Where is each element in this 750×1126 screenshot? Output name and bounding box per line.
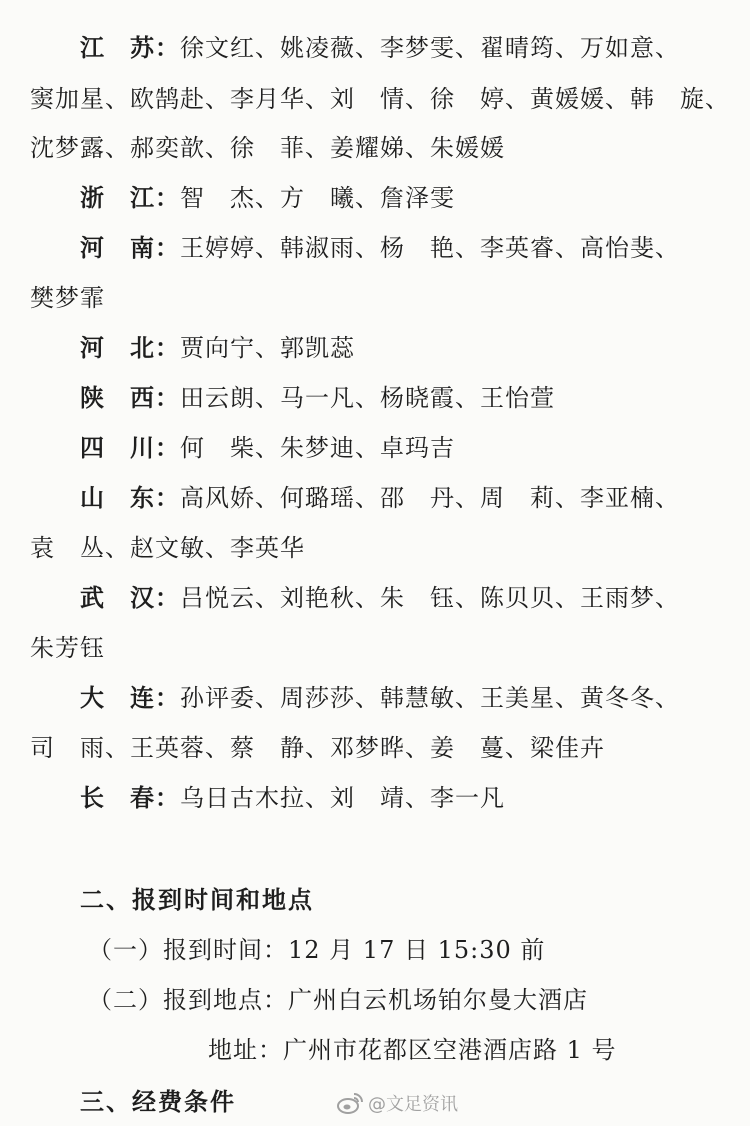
region-label: 武 汉：	[80, 583, 180, 612]
region-label: 四 川：	[80, 433, 180, 462]
region-label: 大 连：	[80, 683, 180, 712]
region-label: 浙 江：	[80, 183, 180, 212]
roster-names: 田云朗、马一凡、杨晓霞、王怡萱	[180, 384, 555, 412]
roster-names: 贾向宁、郭凯蕊	[180, 334, 355, 362]
roster-line	[80, 478, 750, 518]
address-line: 地址：广州市花都区空港酒店路 1 号	[208, 1036, 617, 1064]
roster-names: 袁 丛、赵文敏、李英华	[30, 534, 305, 562]
roster-line	[80, 678, 750, 718]
roster-line	[30, 628, 750, 668]
section-heading: 二、报到时间和地点	[80, 885, 314, 914]
roster-names: 沈梦露、郝奕歆、徐 菲、姜耀娣、朱媛媛	[30, 134, 505, 162]
roster-names: 樊梦霏	[30, 284, 105, 312]
roster-line	[80, 178, 750, 218]
roster-names: 智 杰、方 曦、詹泽雯	[180, 184, 455, 212]
roster-line	[30, 728, 750, 768]
roster-names: 司 雨、王英蓉、蔡 静、邓梦晔、姜 蔓、梁佳卉	[30, 734, 605, 762]
roster-line	[80, 228, 750, 268]
region-label: 山 东：	[80, 483, 180, 512]
report-time: （一）报到时间：12 月 17 日 15:30 前	[88, 936, 546, 964]
region-label: 河 南：	[80, 233, 180, 262]
roster-line	[80, 378, 750, 418]
roster-line	[80, 778, 750, 818]
watermark-text: @文足资讯	[368, 1094, 458, 1115]
roster-names: 乌日古木拉、刘 靖、李一凡	[180, 784, 505, 812]
weibo-watermark	[336, 1088, 458, 1118]
region-label: 江 苏：	[80, 33, 180, 62]
roster-names: 窦加星、欧鹄赴、李月华、刘 情、徐 婷、黄媛媛、韩 旋、	[30, 85, 730, 113]
roster-names: 朱芳钰	[30, 634, 105, 662]
region-label: 长 春：	[80, 783, 180, 812]
roster-line	[80, 578, 750, 618]
roster-line	[80, 328, 750, 368]
weibo-icon	[336, 1091, 364, 1115]
roster-names: 吕悦云、刘艳秋、朱 钰、陈贝贝、王雨梦、	[180, 584, 680, 612]
roster-line	[80, 28, 750, 68]
section-heading: 三、经费条件	[80, 1087, 236, 1116]
roster-line	[80, 428, 750, 468]
roster-line	[30, 128, 750, 168]
region-label: 陕 西：	[80, 383, 180, 412]
report-location: （二）报到地点：广州白云机场铂尔曼大酒店	[88, 986, 588, 1014]
roster-line	[30, 528, 750, 568]
roster-names: 孙评委、周莎莎、韩慧敏、王美星、黄冬冬、	[180, 684, 680, 712]
roster-line	[30, 278, 750, 318]
roster-names: 王婷婷、韩淑雨、杨 艳、李英睿、高怡斐、	[180, 234, 680, 262]
region-label: 河 北：	[80, 333, 180, 362]
roster-names: 高风娇、何璐瑶、邵 丹、周 莉、李亚楠、	[180, 484, 680, 512]
roster-names: 何 柴、朱梦迪、卓玛吉	[180, 434, 455, 462]
roster-names: 徐文红、姚凌薇、李梦雯、翟晴筠、万如意、	[180, 34, 680, 62]
roster-line	[30, 79, 750, 119]
